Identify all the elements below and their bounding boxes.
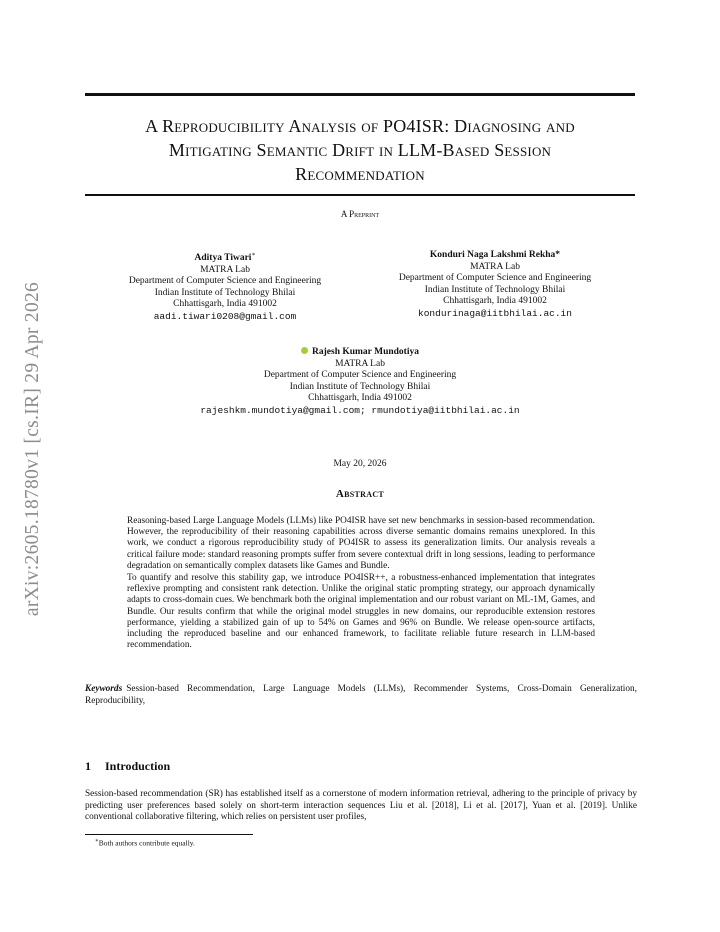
author-email[interactable]: aadi.tiwari0208@gmail.com [153,310,297,322]
author-affiliation: Chhattisgarh, India 491002 [308,393,412,403]
arxiv-stamp-text: arXiv:2605.18780v1 [cs.IR] 29 Apr 2026 [22,281,43,617]
keywords-label: Keywords [85,684,123,694]
title-rule-top [85,93,635,96]
abstract [127,516,595,652]
author-email[interactable]: kondurinaga@iitbhilai.ac.in [418,307,572,319]
author-mark: ∗ [251,252,256,258]
author-affiliation: Department of Computer Science and Engineering [128,276,322,287]
author-affiliation: Department of Computer Science and Engineering [398,273,592,283]
author-affiliation: MATRA Lab [200,264,250,275]
author-affiliation: Indian Institute of Technology Bhilai [424,284,566,295]
abstract-paragraph: Reasoning-based Large Language Models (LLMs) like PO4ISR have set new benchmarks in session-based recommendation. However, the reproducibility of their reasoning capabilities across diverse semantic domains remains unexplored. In this work, we conduct a rigorous reproducibility study of PO4ISR to assess its generalization limits. Our analysis reveals a critical failure mode: standard reasoning prompts suffer from severe contextual drift in long sessions, leading to performance degradation on semantically complex datasets like Games and Bundle. [127,516,595,571]
title-line: Recommendation [295,164,425,184]
abstract-heading: Abstract [335,488,385,500]
section-title: Introduction [105,759,171,773]
author-affiliation: Indian Institute of Technology Bhilai [289,381,431,392]
author-name: Konduri Naga Lakshmi Rekha* [429,250,561,260]
intro-paragraph: Session-based recommendation (SR) has established itself as a cornerstone of modern information retrieval, adhering to the principle of privacy by predicting user preferences based solely on short-term interaction sequences Liu et al. [2018], Li et al. [2017], Yuan et al. [2019]. Unlike conventional collaborative filtering, which relies on persistent user profiles, [85,789,637,822]
preprint-label: A Preprint [340,209,380,219]
orcid-icon[interactable] [301,347,308,354]
footnote [95,838,195,848]
title-rule-bottom [85,194,635,196]
author-name: Aditya Tiwari∗ [194,252,256,264]
keywords-text: Session-based Recommendation, Large Language Models (LLMs), Recommender Systems, Cross-Domain Generalization, Reproducibility, [85,684,637,706]
author-block [110,347,610,416]
author-block [360,250,630,319]
author-affiliation: Chhattisgarh, India 491002 [173,299,277,310]
author-email[interactable]: rajeshkm.mundotiya@gmail.com; rmundotiya@iitbhilai.ac.in [200,404,520,416]
abstract-paragraph: To quantify and resolve this stability gap, we introduce PO4ISR++, a robustness-enhanced implementation that integrates reflexive prompting and consistent rank detection. Unlike the original static prompting strategy, our approach dynamically adapts to cross-domain cues. We benchmark both the original implementation and our robust variant on ML-1M, Games, and Bundle. Our results confirm that while the original model struggles in new domains, our reproducible extension restores performance, yielding a stabilized gain of up to 54% on Games and 96% on Bundle. We release open-source artifacts, including the reproduced baseline and our enhanced framework, to facilitate reliable future research in LLM-based recommendation. [127,573,595,651]
keywords [85,684,637,707]
author-affiliation: MATRA Lab [335,358,385,369]
author-affiliation: MATRA Lab [470,261,520,272]
author-name: Rajesh Kumar Mundotiya [110,347,610,359]
author-block [90,250,360,322]
title-line: A Reproducibility Analysis of PO4ISR: Diagnosing and [145,116,575,136]
author-affiliation: Department of Computer Science and Engineering [263,370,457,380]
author-affiliation: Chhattisgarh, India 491002 [443,296,547,306]
paper-title [75,114,645,186]
author-affiliation: Indian Institute of Technology Bhilai [154,287,296,298]
footnote-mark: ∗ [95,838,99,844]
footnote-rule [85,834,253,835]
section-heading [85,759,170,774]
footnote-text: Both authors contribute equally. [98,838,195,848]
paper-date: May 20, 2026 [333,459,387,469]
section-number: 1 [85,759,91,773]
title-line: Mitigating Semantic Drift in LLM-Based Session [168,140,552,160]
